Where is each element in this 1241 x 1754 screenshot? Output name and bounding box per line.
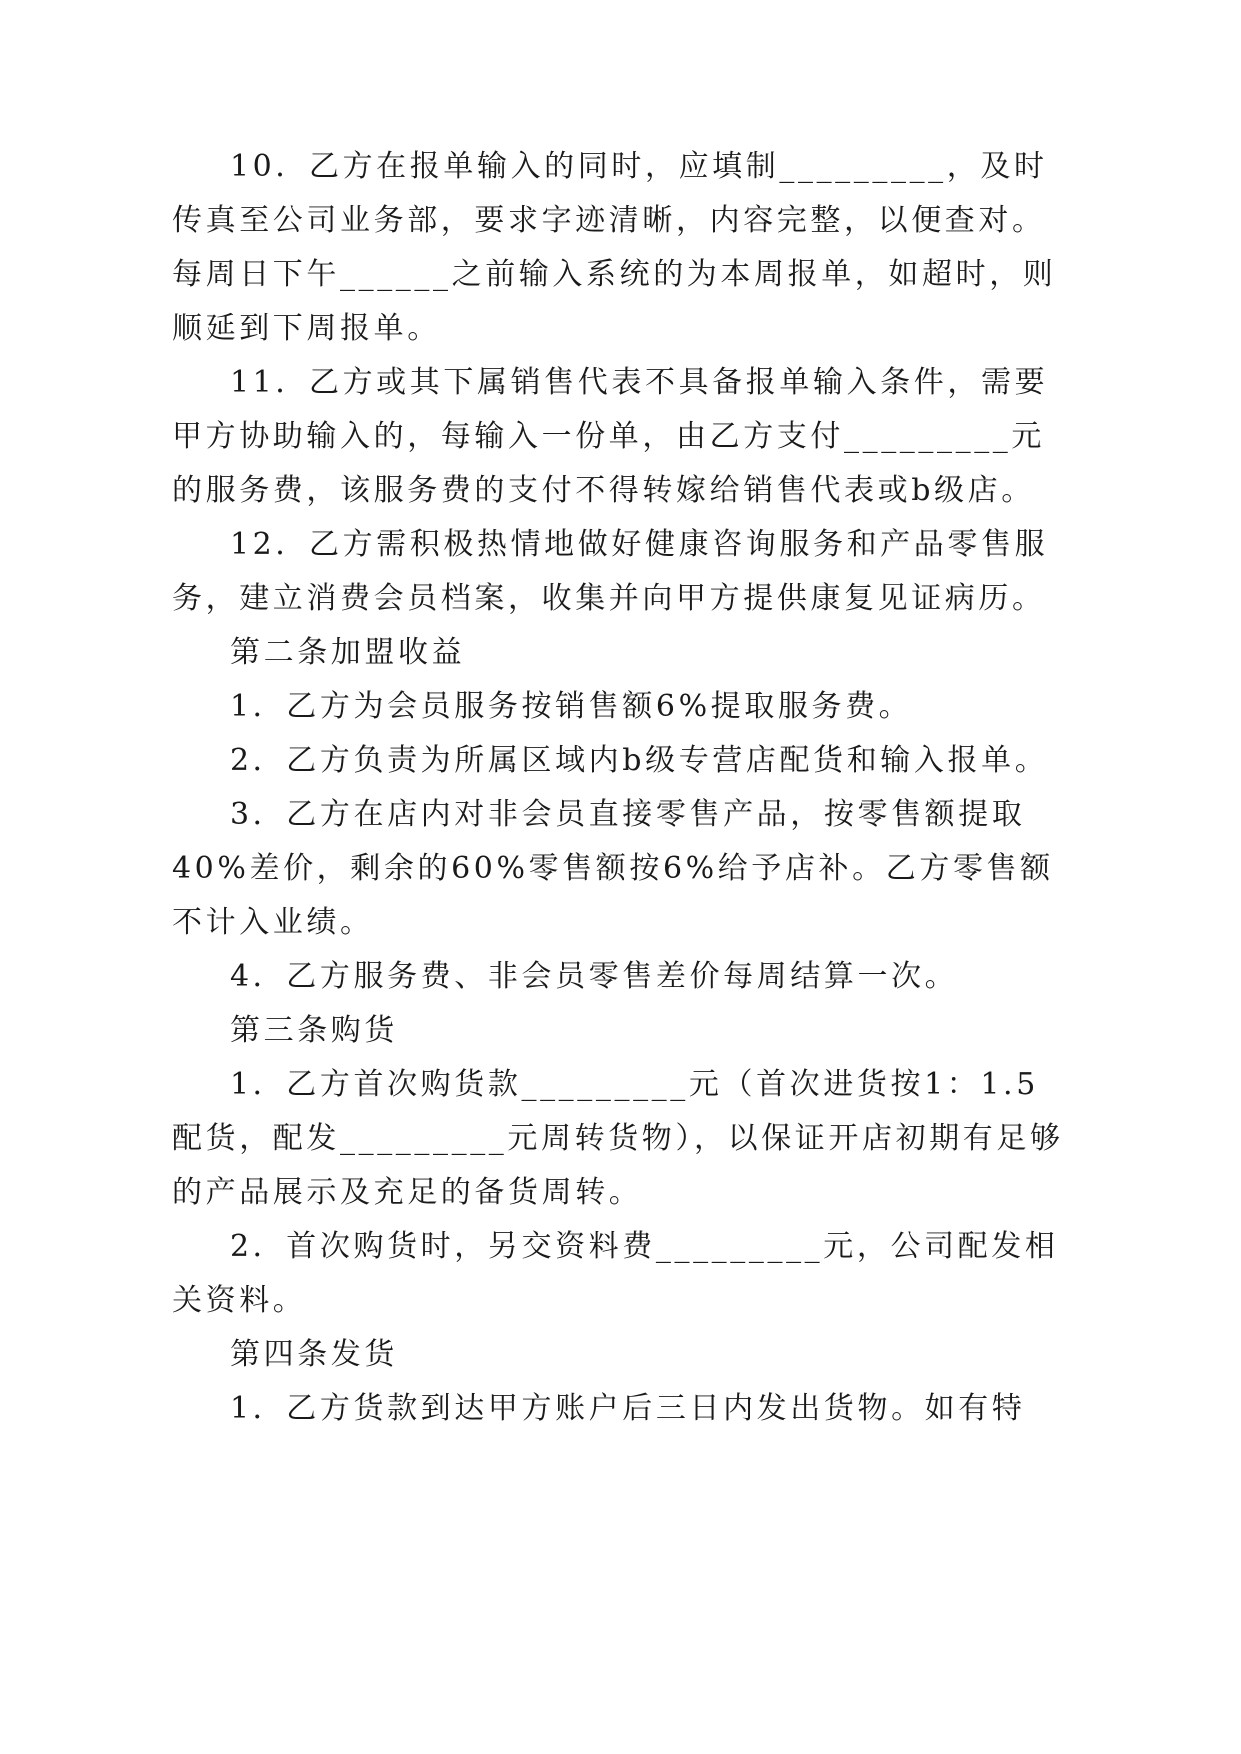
text-line: 40%差价，剩余的60%零售额按6%给予店补。乙方零售额 [172, 851, 1054, 886]
item-2-3-line-1 [0, 790, 1241, 840]
section-heading-4 [0, 1330, 1241, 1380]
text-line: 的产品展示及充足的备货周转。 [172, 1175, 643, 1210]
item-2-2 [0, 736, 1241, 786]
item-3-1-line-3 [0, 1168, 1241, 1218]
paragraph-10-line-2 [0, 196, 1241, 246]
text-line: 10．乙方在报单输入的同时，应填制_________，及时 [230, 149, 1048, 184]
item-3-1-line-1 [0, 1060, 1241, 1110]
section-heading: 第四条发货 [230, 1337, 398, 1372]
item-4-1-line-1 [0, 1384, 1241, 1434]
paragraph-11-line-3 [0, 466, 1241, 516]
text-line: 每周日下午______之前输入系统的为本周报单，如超时，则 [172, 257, 1057, 292]
text-line: 11．乙方或其下属销售代表不具备报单输入条件，需要 [230, 365, 1049, 400]
item-2-1 [0, 682, 1241, 732]
item-3-1-line-2 [0, 1114, 1241, 1164]
section-heading-3 [0, 1006, 1241, 1056]
text-line: 3．乙方在店内对非会员直接零售产品，按零售额提取 [230, 797, 1026, 832]
text-line: 1．乙方货款到达甲方账户后三日内发出货物。如有特 [230, 1391, 1026, 1426]
section-heading: 第二条加盟收益 [230, 635, 466, 670]
text-line: 关资料。 [172, 1283, 307, 1318]
text-line: 2．乙方负责为所属区域内b级专营店配货和输入报单。 [230, 743, 1049, 778]
paragraph-10-line-4 [0, 304, 1241, 354]
text-line: 4．乙方服务费、非会员零售差价每周结算一次。 [230, 959, 959, 994]
text-line: 务，建立消费会员档案，收集并向甲方提供康复见证病历。 [172, 581, 1046, 616]
text-line: 2．首次购货时，另交资料费_________元，公司配发相 [230, 1229, 1059, 1264]
paragraph-12-line-1 [0, 520, 1241, 570]
text-line: 的服务费，该服务费的支付不得转嫁给销售代表或b级店。 [172, 473, 1035, 508]
paragraph-12-line-2 [0, 574, 1241, 624]
paragraph-11-line-2 [0, 412, 1241, 462]
paragraph-10-line-1 [0, 142, 1241, 192]
text-line: 12．乙方需积极热情地做好健康咨询服务和产品零售服 [230, 527, 1049, 562]
item-2-4 [0, 952, 1241, 1002]
section-heading: 第三条购货 [230, 1013, 398, 1048]
text-line: 顺延到下周报单。 [172, 311, 441, 346]
text-line: 1．乙方为会员服务按销售额6%提取服务费。 [230, 689, 913, 724]
item-2-3-line-3 [0, 898, 1241, 948]
text-line: 不计入业绩。 [172, 905, 374, 940]
paragraph-11-line-1 [0, 358, 1241, 408]
item-3-2-line-2 [0, 1276, 1241, 1326]
text-line: 1．乙方首次购货款_________元（首次进货按1：1.5 [230, 1067, 1039, 1102]
section-heading-2 [0, 628, 1241, 678]
item-3-2-line-1 [0, 1222, 1241, 1272]
text-line: 甲方协助输入的，每输入一份单，由乙方支付_________元 [172, 419, 1045, 454]
text-line: 传真至公司业务部，要求字迹清晰，内容完整，以便查对。 [172, 203, 1046, 238]
text-line: 配货，配发_________元周转货物），以保证开店初期有足够 [172, 1121, 1064, 1156]
item-2-3-line-2 [0, 844, 1241, 894]
paragraph-10-line-3 [0, 250, 1241, 300]
